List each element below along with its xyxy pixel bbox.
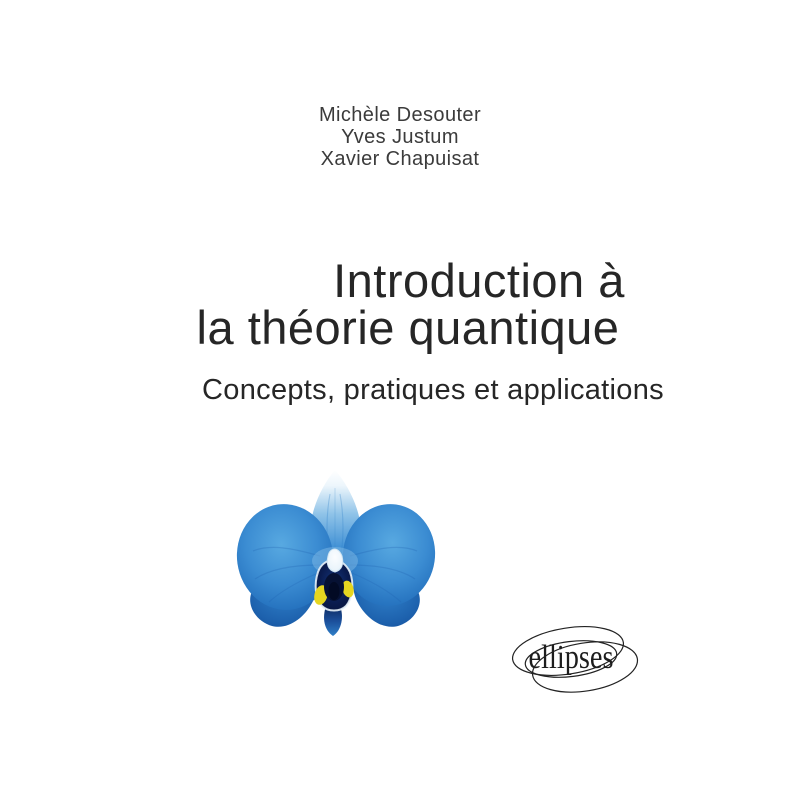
author-name-1: Michèle Desouter (318, 104, 482, 126)
blue-orchid-flower-icon (222, 460, 444, 644)
book-subtitle: Concepts, pratiques et applications (202, 374, 664, 406)
publisher-name: ellipses (528, 639, 614, 676)
orchid-lip-core-dark (329, 582, 340, 600)
author-block (0, 104, 800, 170)
author-name-3: Xavier Chapuisat (320, 148, 480, 170)
book-title-line-1: Introduction à (333, 254, 625, 307)
orchid-column (327, 549, 342, 572)
ellipses-publisher-logo (505, 615, 645, 700)
author-name-2: Yves Justum (341, 126, 459, 148)
book-title-line-2: la théorie quantique (196, 301, 620, 354)
